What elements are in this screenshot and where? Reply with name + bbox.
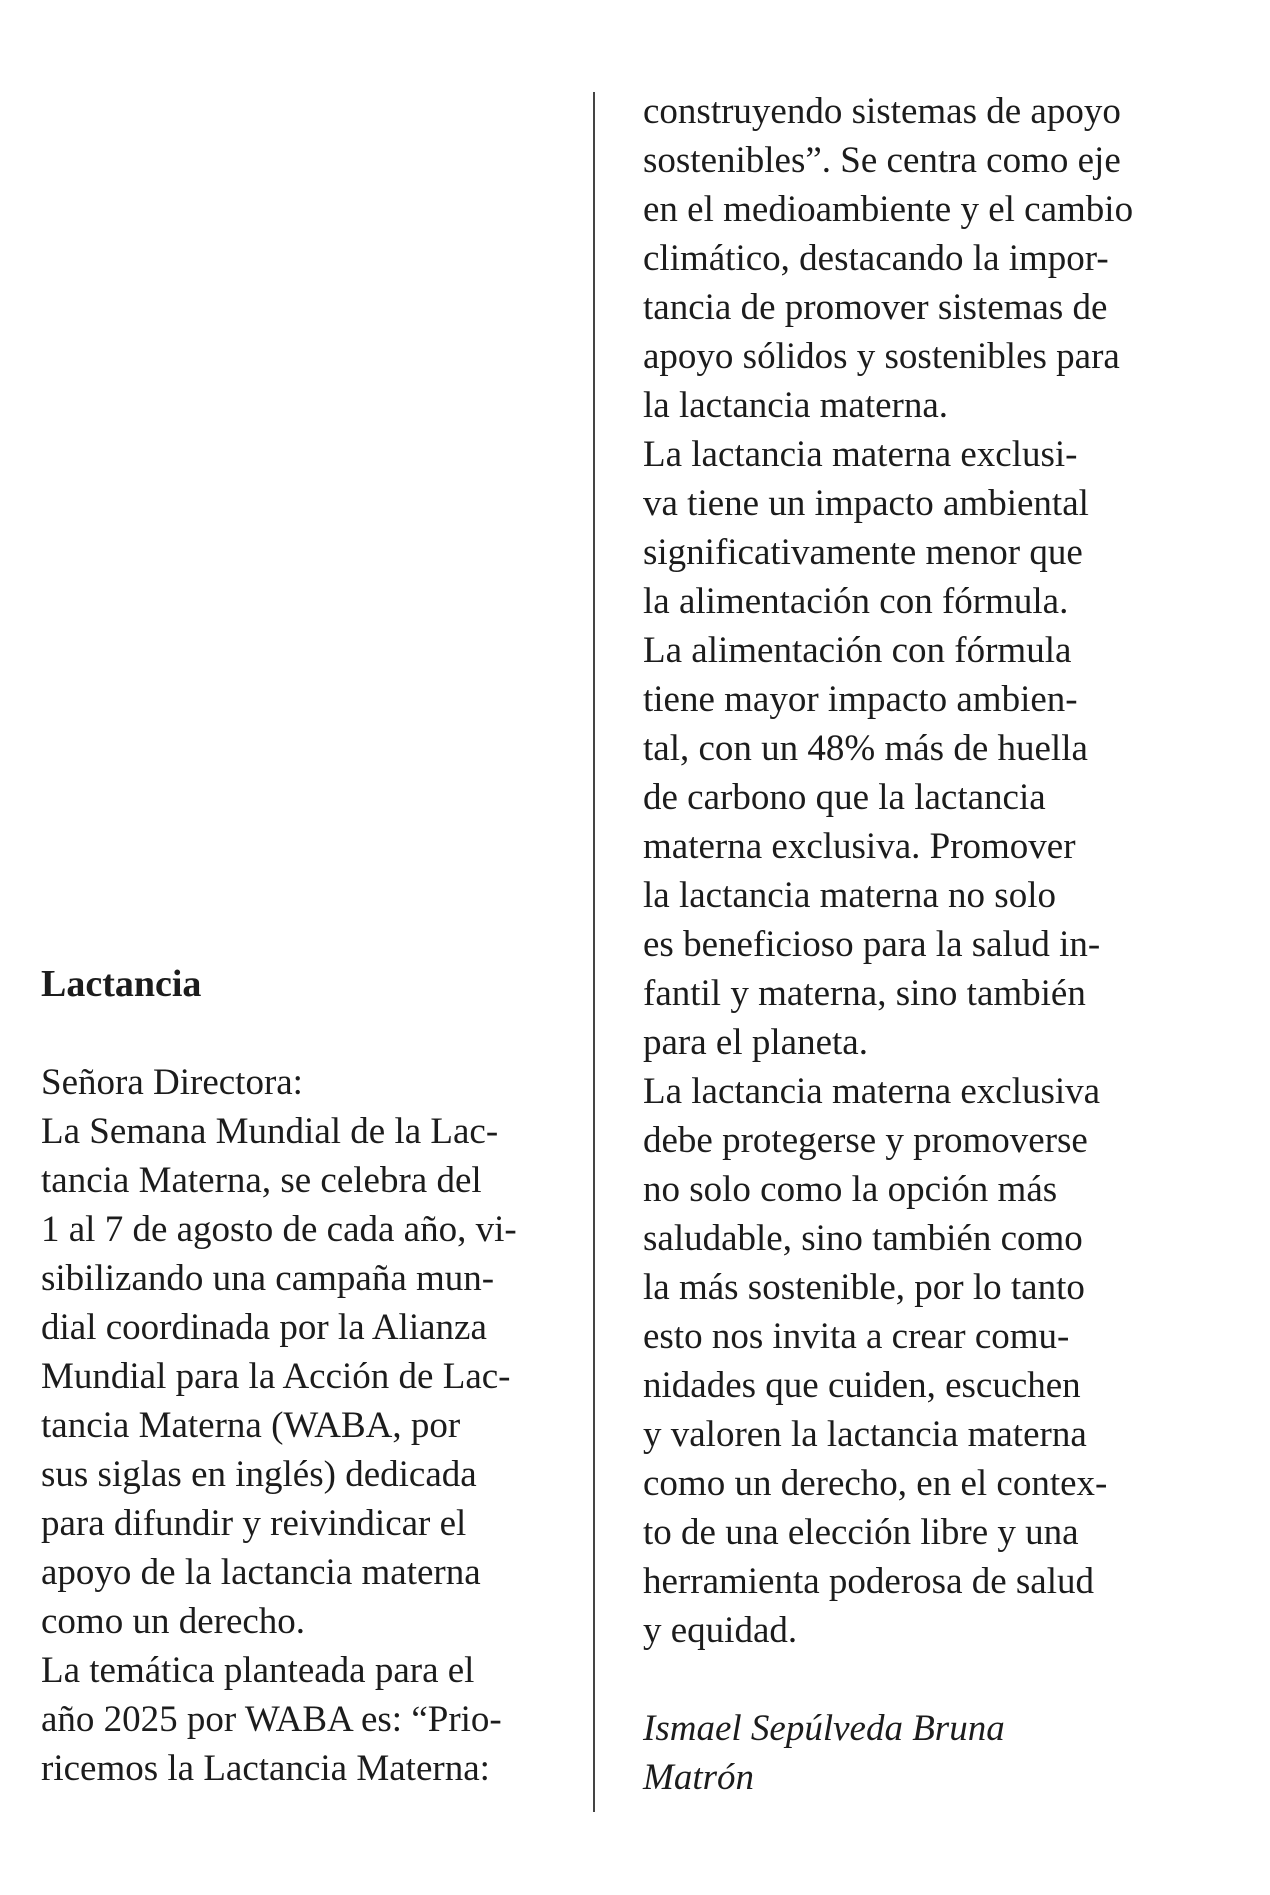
body-paragraph: La lactancia materna exclusi- va tiene un impacto ambiental significativamente menor que la alimentación con fórmula. La alimentación con fórmula tiene mayor impacto ambien- tal, con un 48% más de huella de carbono que la lactancia materna exclusiva. Promover la lactancia materna no solo es beneficioso para la salud in- fantil y materna, sino también para el planeta. (643, 434, 1101, 1063)
left-column (41, 960, 541, 1793)
right-column (643, 87, 1143, 1802)
body-paragraph: construyendo sistemas de apoyo sostenibles”. Se centra como eje en el medioambiente y el cambio climático, destacando la impor- tancia de promover sistemas de apoyo sólidos y sostenibles para la lactancia materna. (643, 91, 1134, 426)
signature-role: Matrón (643, 1757, 754, 1798)
body-paragraph: La temática planteada para el año 2025 por WABA es: “Prio- ricemos la Lactancia Materna: (41, 1650, 502, 1789)
signature-name: Ismael Sepúlveda Bruna (643, 1708, 1005, 1749)
body-paragraph: La lactancia materna exclusiva debe protegerse y promoverse no solo como la opción más saludable, sino también como la más sostenible, por lo tanto esto nos invita a crear comu- nidades que cuiden, escuchen y valoren la lactancia materna como un derecho, en el contex- to de una elección libre y una herramienta poderosa de salud y equidad. (643, 1071, 1108, 1651)
salutation: Señora Directora: (41, 1062, 303, 1103)
body-paragraph: La Semana Mundial de la Lac- tancia Materna, se celebra del 1 al 7 de agosto de cada año, vi- sibilizando una campaña mun- dial coordinada por la Alianza Mundial para la Acción de Lac- tancia Materna (WABA, por sus siglas en inglés) dedicada para difundir y reivindicar el apoyo de la lactancia materna como un derecho. (41, 1111, 517, 1642)
signature-block (643, 1704, 1143, 1802)
letter-title: Lactancia (41, 963, 202, 1005)
column-divider (593, 92, 595, 1812)
